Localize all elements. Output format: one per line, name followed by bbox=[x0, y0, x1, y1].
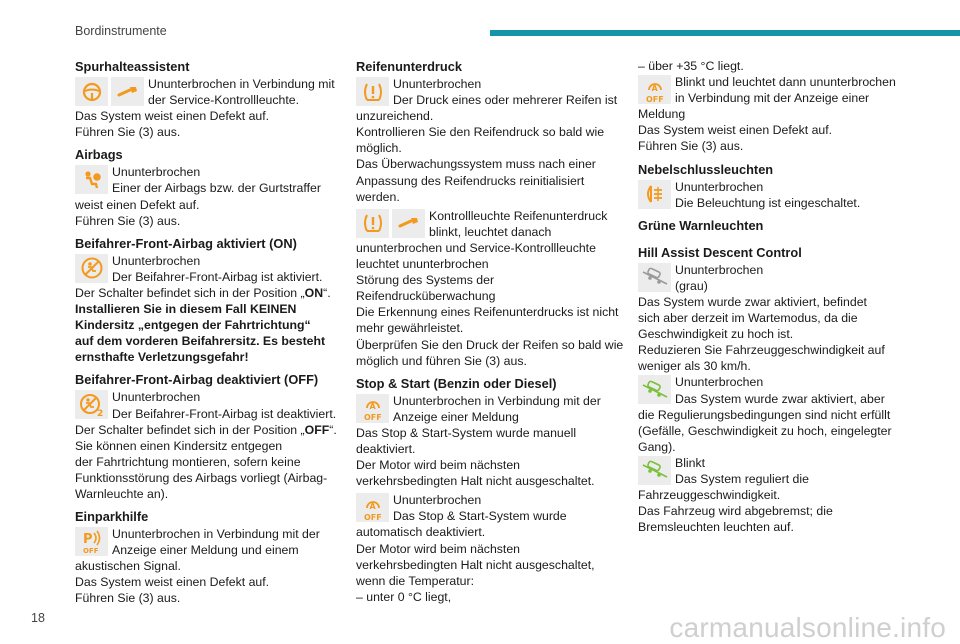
text-line: möglich und führen Sie (3) aus. bbox=[356, 353, 527, 368]
text-line: Ununterbrochen bbox=[675, 375, 764, 390]
text-line: (grau) bbox=[675, 278, 708, 293]
column-1 bbox=[75, 58, 337, 607]
text-line: automatisch deaktiviert. bbox=[356, 525, 486, 540]
hill-descent-grey-icon bbox=[638, 263, 671, 292]
wrench-icon bbox=[392, 209, 425, 238]
text-fragment: “. bbox=[329, 422, 337, 437]
text-line: Reifendrucküberwachung bbox=[356, 289, 496, 304]
column-2 bbox=[356, 58, 624, 605]
text-line: möglich. bbox=[356, 141, 402, 156]
text-line: Ununterbrochen in Verbindung mit bbox=[148, 77, 335, 91]
text-line: Ununterbrochen bbox=[675, 179, 764, 194]
tyre-pressure-icon bbox=[356, 209, 389, 238]
warning-line: auf dem vorderen Beifahrersitz. Es besteht bbox=[75, 334, 326, 349]
text-line: Kontrollieren Sie den Reifendruck so bald wie bbox=[356, 125, 605, 140]
text-line: Das System weist einen Defekt auf. bbox=[75, 575, 270, 590]
text-line: Die Erkennung eines Reifenunterdrucks ist nicht bbox=[356, 305, 619, 320]
text-fragment: Der Schalter befindet sich in der Position „ bbox=[75, 285, 305, 300]
text-line: Führen Sie (3) aus. bbox=[75, 213, 181, 228]
stop-start-fault-entry bbox=[638, 74, 900, 154]
text-line: Der Beifahrer-Front-Airbag ist deaktiviert. bbox=[112, 406, 337, 421]
watermark: carmanualsonline.info bbox=[669, 612, 946, 643]
text-line: Meldung bbox=[638, 107, 686, 122]
svg-text:OFF: OFF bbox=[82, 546, 99, 555]
text-line: Das System wurde zwar aktiviert, aber bbox=[675, 391, 885, 406]
text-line: Der Motor wird beim nächsten bbox=[356, 458, 521, 473]
text-line: ununterbrochen und Service-Kontrollleuchte bbox=[356, 240, 596, 255]
svg-text:OFF: OFF bbox=[363, 413, 382, 422]
warning-line: Installieren Sie in diesem Fall KEINEN bbox=[75, 302, 297, 317]
text-fragment: “. bbox=[323, 285, 331, 300]
text-line: deaktiviert. bbox=[356, 441, 416, 456]
rear-fog-light-icon bbox=[638, 180, 671, 209]
text-line: Reduzieren Sie Fahrzeuggeschwindigkeit auf bbox=[638, 343, 885, 358]
text-line: Geschwindigkeit zu hoch ist. bbox=[638, 327, 794, 342]
text-line: Das Stop & Start-System wurde manuell bbox=[356, 425, 577, 440]
header-accent-bar bbox=[490, 30, 960, 36]
text-line: leuchtet ununterbrochen bbox=[356, 257, 489, 272]
text-line: Ununterbrochen bbox=[112, 253, 201, 268]
text-line: Fahrzeuggeschwindigkeit. bbox=[638, 488, 781, 503]
column-3 bbox=[638, 58, 900, 535]
section-title-airbags: Airbags bbox=[75, 147, 123, 163]
text-line: Das System weist einen Defekt auf. bbox=[75, 109, 270, 124]
text-line: Blinkt und leuchtet dann ununterbrochen bbox=[675, 75, 896, 90]
header-title: Bordinstrumente bbox=[75, 24, 167, 38]
text-line: Das System wurde zwar aktiviert, befindet bbox=[638, 294, 867, 309]
text-line: Kontrollleuchte Reifenunterdruck bbox=[429, 208, 608, 223]
section-title-stop-start: Stop & Start (Benzin oder Diesel) bbox=[356, 375, 557, 391]
stop-start-auto-entry bbox=[356, 492, 624, 605]
section-title-airbag-off: Beifahrer-Front-Airbag deaktiviert (OFF) bbox=[75, 372, 319, 388]
text-line: Das Stop & Start-System wurde bbox=[393, 509, 567, 524]
text-line: Ununterbrochen bbox=[112, 165, 201, 180]
text-line: Das System weist einen Defekt auf. bbox=[638, 123, 833, 138]
text-line: der Fahrtrichtung montieren, sofern keine bbox=[75, 454, 301, 469]
text-line: Anzeige einer Meldung bbox=[393, 409, 519, 424]
section-title-green-lights: Grüne Warnleuchten bbox=[638, 217, 764, 233]
text-line: Blinkt bbox=[675, 455, 706, 470]
svg-text:A: A bbox=[369, 402, 376, 412]
text-line: Führen Sie (3) aus. bbox=[638, 139, 744, 154]
stop-start-entry bbox=[356, 393, 624, 490]
switch-position-line bbox=[75, 422, 337, 438]
warning-line: Kindersitz „entgegen der Fahrtrichtung“ bbox=[75, 318, 311, 333]
text-line: Funktionsstörung des Airbags vorliegt (Airbag- bbox=[75, 470, 328, 485]
svg-text:OFF: OFF bbox=[363, 512, 382, 521]
text-line: – unter 0 °C liegt, bbox=[356, 589, 452, 604]
svg-text:A: A bbox=[369, 501, 376, 511]
text-line: weniger als 30 km/h. bbox=[638, 359, 751, 374]
text-line: mehr gewährleistet. bbox=[356, 321, 464, 336]
text-line: (Gefälle, Geschwindigkeit zu hoch, eingelegter bbox=[638, 423, 892, 438]
svg-text:2: 2 bbox=[96, 408, 103, 417]
text-line: Störung des Systems der bbox=[356, 273, 495, 288]
text-line: Das System reguliert die bbox=[675, 471, 809, 486]
text-line: akustischen Signal. bbox=[75, 559, 181, 574]
section-title-rear-fog: Nebelschlussleuchten bbox=[638, 161, 774, 177]
airbag-on-entry bbox=[75, 253, 337, 366]
stop-start-off-icon bbox=[638, 75, 671, 104]
switch-position-value: OFF bbox=[304, 422, 330, 437]
text-line: Anpassung des Reifendrucks reinitialisiert bbox=[356, 173, 585, 188]
text-line: Ununterbrochen bbox=[112, 390, 201, 405]
passenger-airbag-on-icon bbox=[75, 254, 108, 283]
text-line: Ununterbrochen bbox=[675, 262, 764, 277]
hill-descent-green-icon bbox=[638, 375, 671, 404]
text-line: Ununterbrochen in Verbindung mit der bbox=[112, 527, 320, 542]
text-line: verkehrsbedingten Halt nicht ausgeschaltet, bbox=[356, 557, 595, 572]
section-title-hill-descent: Hill Assist Descent Control bbox=[638, 244, 802, 260]
svg-text:P: P bbox=[82, 531, 93, 547]
passenger-airbag-off-icon bbox=[75, 390, 108, 419]
text-line: Warnleuchte an). bbox=[75, 486, 169, 501]
text-line: die Regulierungsbedingungen sind nicht erfüllt bbox=[638, 407, 891, 422]
switch-position-line bbox=[75, 285, 337, 301]
park-assist-entry bbox=[75, 526, 337, 606]
tyre-pressure-entry bbox=[356, 76, 624, 205]
airbag-icon bbox=[75, 165, 108, 194]
lane-assist-entry bbox=[75, 76, 337, 140]
hill-descent-standby-entry bbox=[638, 262, 900, 375]
stop-start-off-icon bbox=[356, 394, 389, 423]
stop-start-off-icon bbox=[356, 493, 389, 522]
text-line: Der Druck eines oder mehrerer Reifen ist bbox=[393, 93, 618, 108]
text-line: Das Überwachungssystem muss nach einer bbox=[356, 157, 596, 172]
text-line: Bremsleuchten leuchten auf. bbox=[638, 520, 794, 535]
text-line: sich aber derzeit im Wartemodus, da die bbox=[638, 311, 858, 326]
text-line: Der Beifahrer-Front-Airbag ist aktiviert. bbox=[112, 269, 323, 284]
text-line: verkehrsbedingten Halt nicht ausgeschaltet. bbox=[356, 474, 595, 489]
section-title-tyre-pressure: Reifenunterdruck bbox=[356, 59, 462, 74]
text-line: werden. bbox=[356, 189, 400, 204]
section-title-lane-assist: Spurhalteassistent bbox=[75, 59, 190, 74]
text-line: wenn die Temperatur: bbox=[356, 573, 475, 588]
text-line: weist einen Defekt auf. bbox=[75, 197, 200, 212]
text-line: Führen Sie (3) aus. bbox=[75, 591, 181, 606]
section-title-park-assist: Einparkhilfe bbox=[75, 509, 149, 525]
rear-fog-entry bbox=[638, 179, 900, 211]
text-line: Der Motor wird beim nächsten bbox=[356, 541, 521, 556]
warning-line: ernsthafte Verletzungsgefahr! bbox=[75, 350, 249, 365]
hill-descent-active-entry bbox=[638, 374, 900, 454]
tyre-pressure-icon bbox=[356, 77, 389, 106]
lane-assist-icon bbox=[75, 77, 108, 106]
text-line: Führen Sie (3) aus. bbox=[75, 125, 181, 140]
text-fragment: Der Schalter befindet sich in der Position „ bbox=[75, 422, 305, 437]
hill-descent-regulating-entry bbox=[638, 455, 900, 535]
text-line: blinkt, leuchtet danach bbox=[429, 224, 552, 239]
text-line: Sie können einen Kindersitz entgegen bbox=[75, 438, 283, 453]
text-line: Ununterbrochen bbox=[393, 77, 482, 91]
text-line: Einer der Airbags bzw. der Gurtstraffer bbox=[112, 181, 321, 196]
wrench-icon bbox=[111, 77, 144, 106]
section-title-airbag-on: Beifahrer-Front-Airbag aktiviert (ON) bbox=[75, 235, 297, 251]
svg-text:A: A bbox=[651, 83, 658, 93]
text-line: Ununterbrochen bbox=[393, 493, 482, 508]
text-line: – über +35 °C liegt. bbox=[638, 59, 744, 73]
text-line: in Verbindung mit der Anzeige einer bbox=[675, 91, 870, 106]
switch-position-value: ON bbox=[304, 285, 324, 300]
hill-descent-green-icon bbox=[638, 456, 671, 485]
page-number: 18 bbox=[31, 611, 45, 625]
park-assist-off-icon bbox=[75, 527, 108, 556]
text-line: der Service-Kontrollleuchte. bbox=[148, 93, 300, 108]
text-line: Anzeige einer Meldung und einem bbox=[112, 543, 299, 558]
airbags-entry bbox=[75, 164, 337, 228]
svg-text:OFF: OFF bbox=[645, 94, 664, 103]
tyre-pressure-fault-entry bbox=[356, 208, 624, 369]
airbag-off-entry bbox=[75, 389, 337, 502]
text-line: Das Fahrzeug wird abgebremst; die bbox=[638, 504, 833, 519]
text-line: Gang). bbox=[638, 439, 676, 454]
text-line: Die Beleuchtung ist eingeschaltet. bbox=[675, 195, 861, 210]
text-line: unzureichend. bbox=[356, 109, 434, 124]
text-line: Überprüfen Sie den Druck der Reifen so bald wie bbox=[356, 337, 624, 352]
text-line: Ununterbrochen in Verbindung mit der bbox=[393, 393, 601, 408]
